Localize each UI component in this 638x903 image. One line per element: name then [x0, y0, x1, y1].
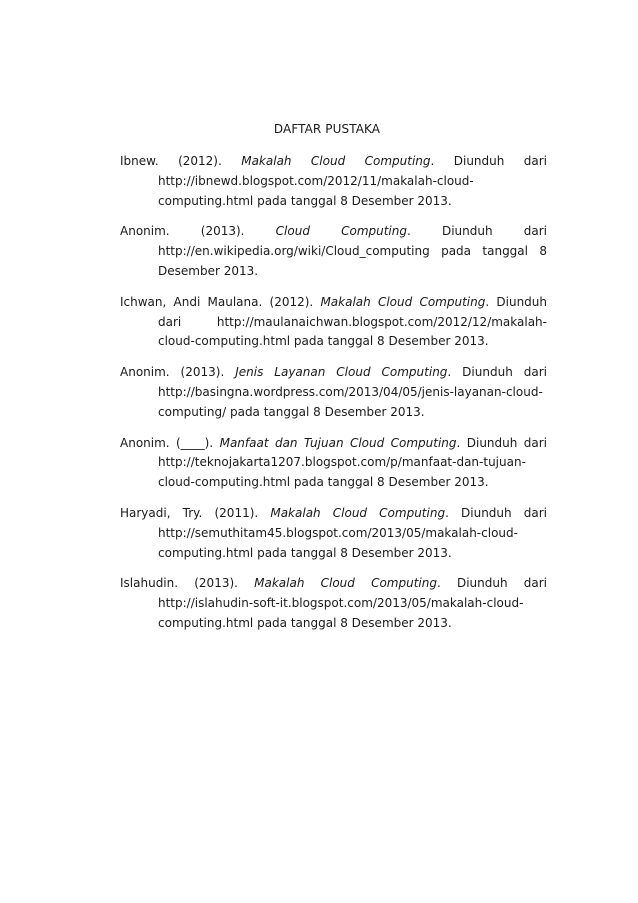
reference-title: Makalah Cloud Computing — [270, 505, 446, 520]
reference-title: Makalah Cloud Computing — [254, 576, 437, 591]
reference-author-year: Anonim. (2013). — [120, 365, 236, 380]
reference-author-year: Islahudin. (2013). — [120, 576, 255, 591]
reference-author-year: Ichwan, Andi Maulana. (2012). — [120, 294, 321, 309]
reference-source: . Diunduh dari http://en.wikipedia.org/wiki/Cloud_computing pada tanggal 8 Desember 2013. — [158, 224, 547, 278]
reference-source: . Diunduh dari http://basingna.wordpress.com/2013/04/05/jenis-layanan-cloud-computing/ pada tanggal 8 Desember 2013. — [158, 365, 547, 419]
reference-entry — [120, 363, 547, 422]
reference-title: Makalah Cloud Computing — [320, 294, 486, 309]
page-title: DAFTAR PUSTAKA — [273, 122, 381, 136]
reference-entry — [120, 434, 547, 493]
reference-author-year: Anonim. (____). — [120, 435, 220, 450]
reference-title: Manfaat dan Tujuan Cloud Computing — [219, 435, 457, 450]
reference-title: Cloud Computing — [275, 224, 407, 239]
reference-entry — [120, 504, 547, 563]
reference-author-year: Haryadi, Try. (2011). — [120, 505, 271, 520]
reference-entry — [120, 152, 547, 211]
reference-source: . Diunduh dari http://teknojakarta1207.blogspot.com/p/manfaat-dan-tujuan-cloud-computing.html pada tanggal 8 Desember 2013. — [158, 435, 548, 490]
reference-title: Makalah Cloud Computing — [241, 154, 431, 168]
reference-source: . Diunduh dari http://maulanaichwan.blogspot.com/2012/12/makalah-cloud-computing.html pada tanggal 8 Desember 2013. — [158, 294, 548, 349]
reference-source: . Diunduh dari http://islahudin-soft-it.blogspot.com/2013/05/makalah-cloud-computing.html pada tanggal 8 Desember 2013. — [158, 576, 548, 630]
reference-source: . Diunduh dari http://ibnewd.blogspot.com/2012/11/makalah-cloud-computing.html pada tanggal 8 Desember 2013. — [158, 154, 547, 208]
reference-author-year: Ibnew. (2012). — [120, 154, 242, 168]
reference-entry — [120, 222, 547, 281]
reference-title: Jenis Layanan Cloud Computing — [235, 365, 448, 380]
reference-entry — [120, 293, 547, 352]
reference-source: . Diunduh dari http://semuthitam45.blogspot.com/2013/05/makalah-cloud-computing.html pada tanggal 8 Desember 2013. — [158, 505, 547, 560]
reference-list — [120, 152, 547, 645]
reference-entry — [120, 574, 547, 633]
reference-author-year: Anonim. (2013). — [120, 224, 276, 239]
